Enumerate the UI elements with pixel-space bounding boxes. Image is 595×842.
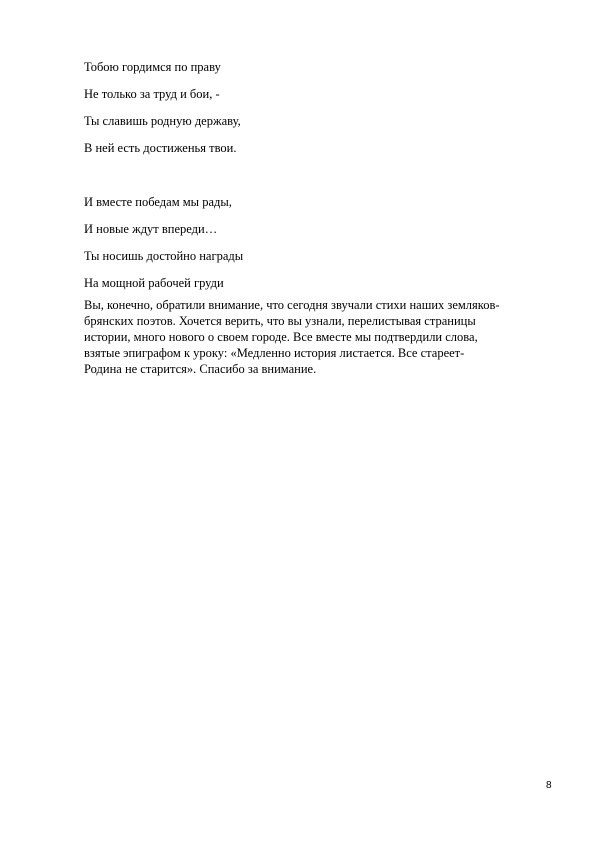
poem-line: На мощной рабочей груди <box>84 276 224 290</box>
paragraph-line: Вы, конечно, обратили внимание, что сегодня звучали стихи наших земляков- <box>84 298 500 312</box>
poem-line: Не только за труд и бои, - <box>84 87 220 101</box>
closing-paragraph <box>84 297 574 377</box>
paragraph-line: брянских поэтов. Хочется верить, что вы узнали, перелистывая страницы <box>84 314 476 328</box>
poem-line: Тобою гордимся по праву <box>84 60 221 74</box>
poem-line: В ней есть достиженья твои. <box>84 141 237 155</box>
page-number: 8 <box>546 780 552 791</box>
poem-line: И новые ждут впереди… <box>84 222 218 236</box>
paragraph-line: истории, много нового о своем городе. Все вместе мы подтвердили слова, <box>84 330 478 344</box>
paragraph-line: Родина не старится». Спасибо за внимание. <box>84 362 317 376</box>
poem-line: Ты носишь достойно награды <box>84 249 244 263</box>
poem-line: Ты славишь родную державу, <box>84 114 241 128</box>
paragraph-line: взятые эпиграфом к уроку: «Медленно история листается. Все стареет- <box>84 346 465 360</box>
poem-line: И вместе победам мы рады, <box>84 195 232 209</box>
